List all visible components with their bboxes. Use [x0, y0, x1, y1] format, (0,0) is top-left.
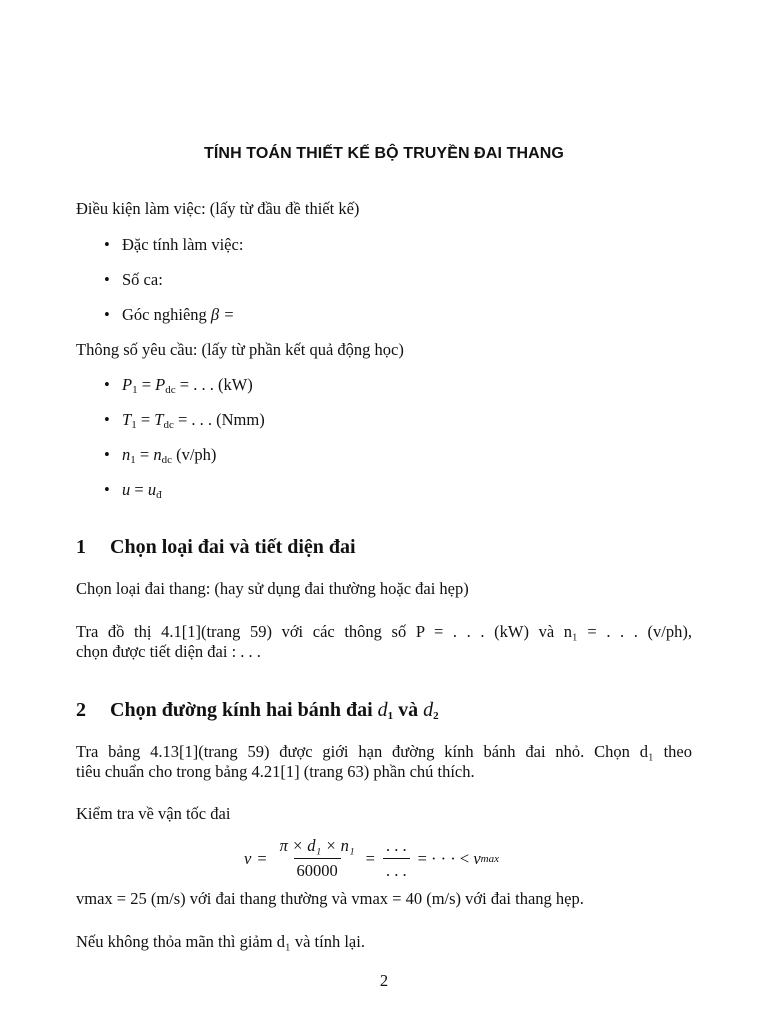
math-subscript: 1	[132, 384, 138, 396]
bullet-dot: •	[104, 305, 110, 324]
math-subscript: 1	[387, 710, 394, 722]
math-symbol: d	[377, 699, 388, 721]
math-symbol: u	[122, 480, 131, 499]
section-number: 2	[76, 699, 86, 721]
section-heading-text: Chọn đường kính hai bánh đai	[110, 699, 373, 721]
section-heading-text: Chọn loại đai và tiết diện đai	[110, 536, 356, 558]
bullet-shifts	[104, 270, 163, 290]
math-operator: =	[130, 480, 148, 499]
bullet-power	[104, 375, 253, 396]
math-rest: = . . . (kW)	[175, 375, 253, 394]
velocity-formula	[244, 836, 499, 881]
math-symbol: P	[122, 375, 133, 394]
bullet-label: Số ca:	[122, 270, 163, 289]
math-symbol: T	[122, 410, 132, 429]
math-operator: =	[137, 375, 156, 394]
math-subscript: 1	[131, 419, 137, 431]
section-2-paragraph-3: vmax = 25 (m/s) với đai thang thường và vmax = 40 (m/s) với đai thang hẹp.	[76, 889, 584, 908]
bullet-label: Góc nghiêng	[122, 305, 207, 324]
section-1-paragraph-1: Chọn loại đai thang: (hay sử dụng đai thường hoặc đai hẹp)	[76, 579, 469, 598]
section-number: 1	[76, 536, 86, 558]
fraction-numerator: π × d₁ × n₁	[279, 836, 355, 855]
math-subscript: 2	[433, 710, 439, 722]
math-symbol: v	[473, 848, 481, 868]
working-conditions-intro: Điều kiện làm việc: (lấy từ đầu đề thiết kế)	[76, 199, 360, 218]
bullet-label: Đặc tính làm việc:	[122, 235, 244, 254]
page-number: 2	[379, 971, 389, 990]
math-symbol: d	[423, 699, 434, 721]
math-symbol: u	[147, 480, 157, 499]
math-subscript: 1	[130, 454, 136, 466]
math-rest: (v/ph)	[171, 445, 217, 464]
section-1-heading	[76, 536, 356, 559]
section-2-paragraph-4: Nếu không thỏa mãn thì giảm d₁ và tính lại.	[76, 932, 365, 951]
bullet-torque	[104, 410, 265, 431]
math-subscript: dc	[163, 419, 174, 431]
math-operator: =	[365, 848, 375, 868]
math-symbol: P	[155, 375, 166, 394]
math-operator: =	[135, 445, 154, 464]
math-subscript: đ	[156, 489, 162, 501]
section-1-paragraph-2	[76, 622, 692, 662]
bullet-dot: •	[104, 480, 110, 499]
math-symbol: v	[244, 848, 252, 868]
section-2-paragraph-1	[76, 742, 692, 782]
bullet-working-characteristics	[104, 235, 243, 255]
bullet-speed	[104, 445, 216, 466]
paragraph-line: Tra bảng 4.13[1](trang 59) được giới hạn đường kính bánh đai nhỏ. Chọn d₁ theo	[76, 742, 692, 761]
bullet-dot: •	[104, 235, 110, 254]
math-operator: =	[257, 848, 267, 868]
requirements-intro: Thông số yêu cầu: (lấy từ phần kết quả động học)	[76, 340, 404, 359]
math-rest: = . . . (Nmm)	[173, 410, 265, 429]
math-symbol: n	[122, 445, 131, 464]
math-symbol: T	[154, 410, 164, 429]
math-subscript: dc	[161, 454, 172, 466]
velocity-fraction	[277, 836, 358, 881]
bullet-incline-angle	[104, 305, 234, 325]
paragraph-line: chọn được tiết diện đai : . . .	[76, 642, 261, 661]
heading-conjunction: và	[398, 699, 419, 721]
fraction-denominator: . . .	[383, 858, 410, 881]
math-symbol: n	[153, 445, 162, 464]
beta-symbol: β =	[210, 305, 235, 324]
bullet-dot: •	[104, 445, 110, 464]
placeholder-fraction	[383, 836, 410, 881]
section-2-heading	[76, 699, 439, 722]
math-operator: =	[136, 410, 155, 429]
bullet-dot: •	[104, 375, 110, 394]
paragraph-line: tiêu chuẩn cho trong bảng 4.21[1] (trang 63) phần chú thích.	[76, 762, 475, 781]
paragraph-line: Tra đồ thị 4.1[1](trang 59) với các thông số P = . . . (kW) và n₁ = . . . (v/ph),	[76, 622, 692, 641]
math-operator: = · · · <	[417, 848, 474, 868]
page-title: TÍNH TOÁN THIẾT KẾ BỘ TRUYỀN ĐAI THANG	[204, 145, 564, 162]
bullet-ratio	[104, 480, 162, 501]
math-subscript: dc	[165, 384, 176, 396]
fraction-denominator: 60000	[294, 858, 341, 881]
bullet-dot: •	[104, 270, 110, 289]
section-2-paragraph-2: Kiểm tra về vận tốc đai	[76, 804, 231, 823]
fraction-numerator: . . .	[385, 836, 407, 855]
math-subscript: max	[480, 852, 499, 865]
bullet-dot: •	[104, 410, 110, 429]
